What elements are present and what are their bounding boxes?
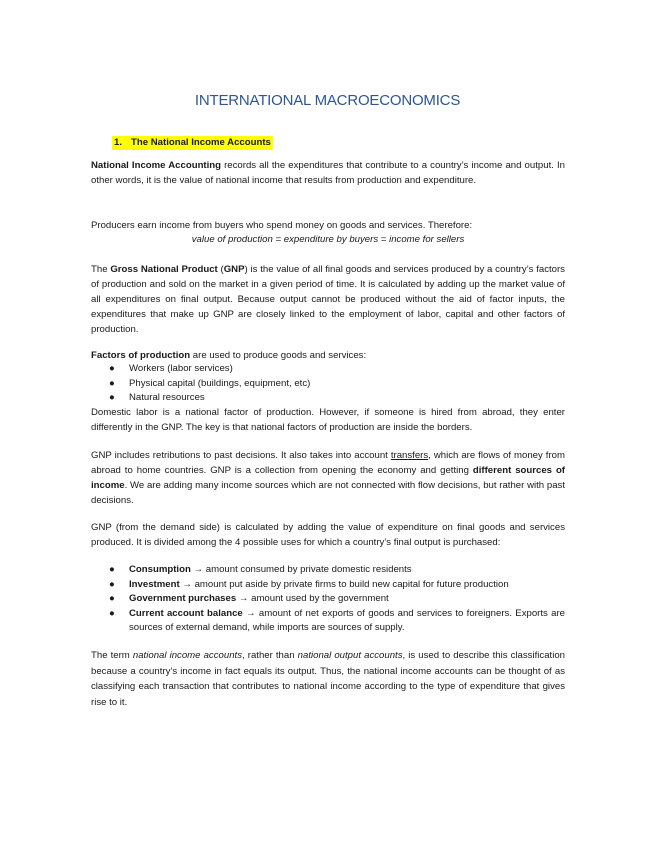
- term-transfers: transfers: [390, 450, 429, 461]
- list-item-text: amount of net exports of goods and services to foreigners. Exports are sources of external demand, while imports are sources of supply.: [129, 607, 565, 634]
- text-fragment: , rather than: [242, 650, 298, 661]
- paragraph-gnp-retributions: [91, 448, 565, 508]
- list-item-text: amount put aside by private firms to build new capital for future production: [191, 578, 509, 590]
- bullet-icon: ●: [109, 607, 115, 619]
- term-different-sources: different sources of income: [91, 465, 565, 491]
- expenditure-list: [91, 563, 565, 636]
- list-item-text: Natural resources: [129, 392, 205, 404]
- term-gnp: Gross National Product: [110, 264, 218, 275]
- arrow-icon: →: [246, 607, 256, 619]
- bullet-icon: ●: [109, 392, 115, 404]
- term-factors-of-production: Factors of production: [91, 350, 191, 361]
- list-item: [91, 391, 565, 406]
- text-fragment: GNP includes retributions to past decisions. It also takes into account: [91, 450, 391, 461]
- paragraph-gnp: [91, 262, 565, 337]
- list-item: [91, 377, 565, 392]
- term-gnp-abbr: GNP: [223, 264, 245, 275]
- factors-list: [91, 362, 565, 406]
- section-label: The National Income Accounts: [131, 137, 271, 148]
- arrow-icon: →: [238, 593, 249, 605]
- paragraph-national-income-accounting: [91, 158, 565, 188]
- formula-line: value of production = expenditure by buyers = income for sellers: [191, 234, 465, 245]
- text-fragment: (: [217, 264, 224, 275]
- bullet-icon: ●: [109, 564, 115, 575]
- paragraph-text: are used to produce goods and services:: [190, 350, 367, 361]
- text-fragment: , which are flows of money from abroad to home countries. GNP is a collection from opening the economy and getting: [91, 450, 565, 476]
- list-item-term: Investment: [129, 578, 180, 590]
- paragraph-producers: Producers earn income from buyers who spend money on goods and services. Therefore:: [91, 220, 473, 231]
- text-fragment: ): [244, 264, 248, 275]
- term-italic: national output accounts: [297, 650, 403, 661]
- section-heading: [112, 136, 273, 150]
- paragraph-gnp-demand-side: GNP (from the demand side) is calculated by adding the value of expenditure on final goods and services produced. It is divided among the 4 possible uses for which a country’s final output is purchased:: [91, 522, 565, 548]
- list-item-term: Consumption: [129, 564, 191, 575]
- list-item-text: amount used by the government: [248, 593, 389, 605]
- list-item: [91, 578, 565, 593]
- document-title: INTERNATIONAL MACROECONOMICS: [194, 92, 461, 109]
- list-item-text: Workers (labor services): [129, 363, 233, 374]
- list-item-text: Physical capital (buildings, equipment, etc): [129, 377, 311, 389]
- paragraph-domestic-labor: Domestic labor is a national factor of production. However, if someone is hired from abroad, they enter differently in the GNP. The key is that national factors of production are inside the borders.: [91, 407, 565, 433]
- text-fragment: , is used to describe this classification because a country’s income in fact equals its output. Thus, the national income accounts can be thought of as classifying each transaction that contributes to national income according to the type of expenditure that gives rise to it.: [91, 650, 565, 708]
- term-national-income-accounting: National Income Accounting: [91, 160, 222, 171]
- paragraph-national-income-accounts-term: [91, 648, 565, 710]
- term-italic: national income accounts: [132, 650, 242, 661]
- text-fragment: . We are adding many income sources which are not connected with flow decisions, but rather with past decisions.: [91, 480, 565, 506]
- paragraph-text: records all the expenditures that contribute to a country’s income and output. In other words, it is the value of national income that results from production and expenditure.: [91, 160, 565, 186]
- arrow-icon: →: [182, 578, 192, 590]
- arrow-icon: →: [193, 564, 204, 575]
- text-fragment: The term: [91, 650, 133, 661]
- bullet-icon: ●: [109, 363, 115, 374]
- list-item: [91, 563, 565, 578]
- text-fragment: The: [91, 264, 111, 275]
- bullet-icon: ●: [109, 578, 115, 590]
- paragraph-text: is the value of all final goods and services produced by a country’s factors of production and sold on the market in a given period of time. It is calculated by adding up the market value of all expenditures on final output. Because output cannot be produced without the aid of factor inputs, the expenditures that make up GNP are closely linked to the employment of labor, capital and other factors of production.: [91, 264, 565, 335]
- list-item: [91, 607, 565, 636]
- list-item: [91, 592, 565, 607]
- paragraph-factors: [91, 348, 565, 363]
- list-item-term: Government purchases: [129, 593, 237, 605]
- list-item: [91, 362, 565, 377]
- bullet-icon: ●: [109, 593, 115, 605]
- list-item-text: amount consumed by private domestic residents: [203, 564, 412, 575]
- bullet-icon: ●: [109, 377, 115, 389]
- section-number: 1.: [114, 137, 123, 148]
- list-item-term: Current account balance: [129, 607, 243, 619]
